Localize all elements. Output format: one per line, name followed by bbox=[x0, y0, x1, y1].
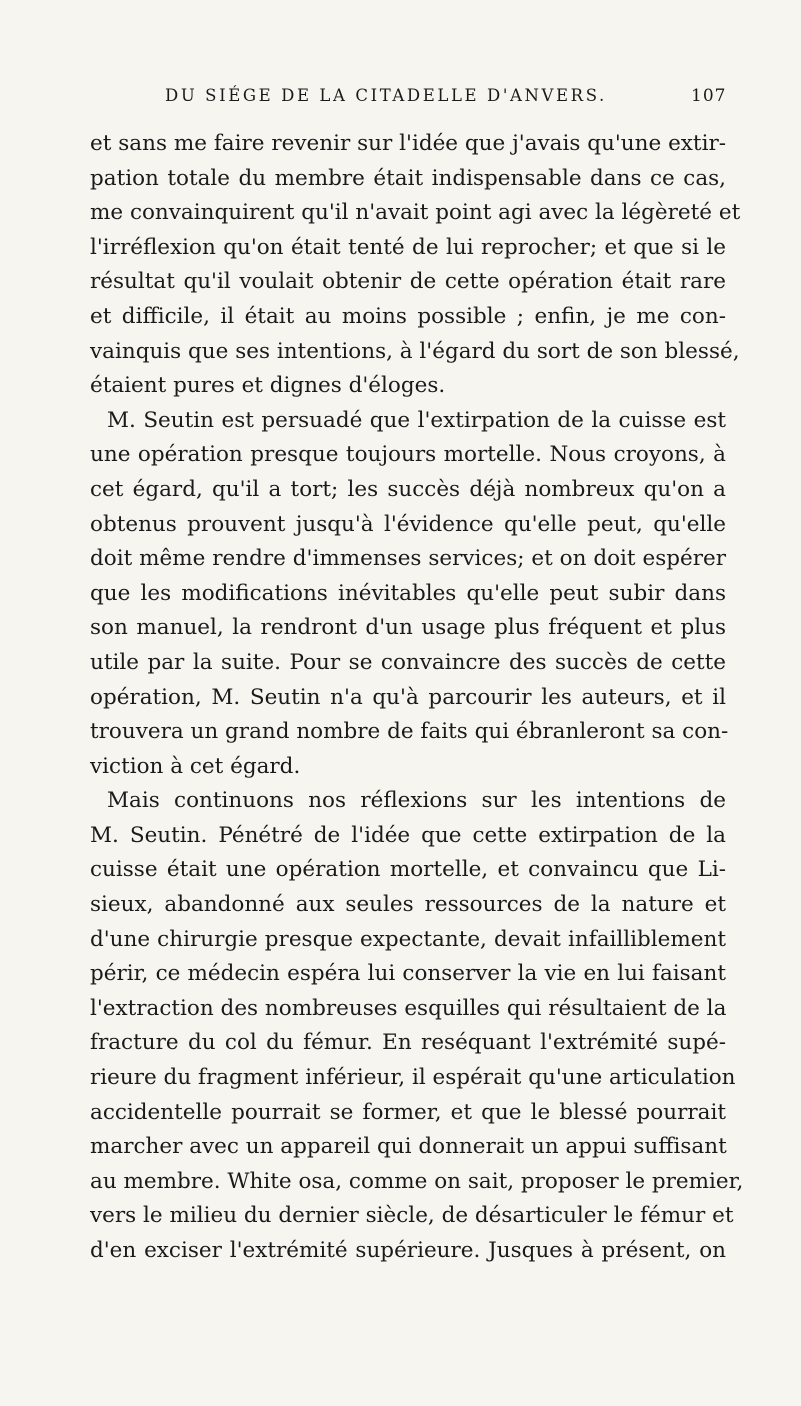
text-line: d'en exciser l'extrémité supérieure. Jusques à présent, on bbox=[90, 1238, 726, 1263]
text-line: fracture du col du fémur. En reséquant l'extrémité supé- bbox=[90, 1030, 726, 1056]
text-line: pation totale du membre était indispensable dans ce cas, bbox=[90, 165, 726, 191]
paragraph-start-line: Mais continuons nos réflexions sur les intentions de bbox=[107, 788, 726, 814]
text-line: doit même rendre d'immenses services; et on doit espérer bbox=[90, 546, 726, 572]
text-line: vers le milieu du dernier siècle, de désarticuler le fémur et bbox=[90, 1203, 734, 1229]
text-line: son manuel, la rendront d'un usage plus fréquent et plus bbox=[90, 615, 726, 641]
text-line: que les modifications inévitables qu'elle peut subir dans bbox=[90, 580, 726, 606]
text-line: viction à cet égard. bbox=[90, 753, 301, 779]
running-header bbox=[0, 86, 801, 110]
text-line: trouvera un grand nombre de faits qui ébranleront sa con- bbox=[90, 719, 729, 745]
text-line: au membre. White osa, comme on sait, proposer le premier, bbox=[90, 1168, 744, 1194]
body-text bbox=[90, 127, 744, 1269]
running-title: DU SIÉGE DE LA CITADELLE D'ANVERS. bbox=[165, 86, 607, 105]
text-line: et difficile, il était au moins possible ; enfin, je me con- bbox=[90, 303, 726, 329]
text-line: résultat qu'il voulait obtenir de cette opération était rare bbox=[90, 269, 726, 295]
text-line: périr, ce médecin espéra lui conserver la vie en lui faisant bbox=[90, 961, 726, 987]
text-line: vainquis que ses intentions, à l'égard du sort de son blessé, bbox=[90, 338, 740, 364]
page-number: 107 bbox=[691, 86, 727, 106]
text-line: me convainquirent qu'il n'avait point agi avec la légèreté et bbox=[90, 200, 741, 226]
text-line: l'irréflexion qu'on était tenté de lui reprocher; et que si le bbox=[90, 234, 726, 260]
text-line: étaient pures et dignes d'éloges. bbox=[90, 373, 446, 399]
text-line: rieure du fragment inférieur, il espérait qu'une articulation bbox=[90, 1065, 736, 1091]
text-line: sieux, abandonné aux seules ressources de la nature et bbox=[90, 892, 726, 918]
text-line: opération, M. Seutin n'a qu'à parcourir les auteurs, et il bbox=[90, 684, 726, 710]
text-line: cet égard, qu'il a tort; les succès déjà nombreux qu'on a bbox=[90, 476, 726, 502]
paragraph-start-line: M. Seutin est persuadé que l'extirpation de la cuisse est bbox=[107, 407, 726, 433]
text-line: marcher avec un appareil qui donnerait un appui suffisant bbox=[90, 1134, 727, 1160]
text-line: et sans me faire revenir sur l'idée que j'avais qu'une extir- bbox=[90, 131, 726, 156]
text-line: l'extraction des nombreuses esquilles qui résultaient de la bbox=[90, 995, 727, 1021]
text-line: d'une chirurgie presque expectante, devait infailliblement bbox=[90, 926, 726, 952]
text-line: cuisse était une opération mortelle, et convaincu que Li- bbox=[90, 857, 726, 883]
text-line: une opération presque toujours mortelle. Nous croyons, à bbox=[90, 442, 726, 468]
text-line: accidentelle pourrait se former, et que le blessé pourrait bbox=[90, 1099, 726, 1125]
text-line: obtenus prouvent jusqu'à l'évidence qu'elle peut, qu'elle bbox=[90, 511, 726, 537]
text-line: utile par la suite. Pour se convaincre des succès de cette bbox=[90, 649, 726, 675]
text-line: M. Seutin. Pénétré de l'idée que cette extirpation de la bbox=[90, 822, 726, 848]
